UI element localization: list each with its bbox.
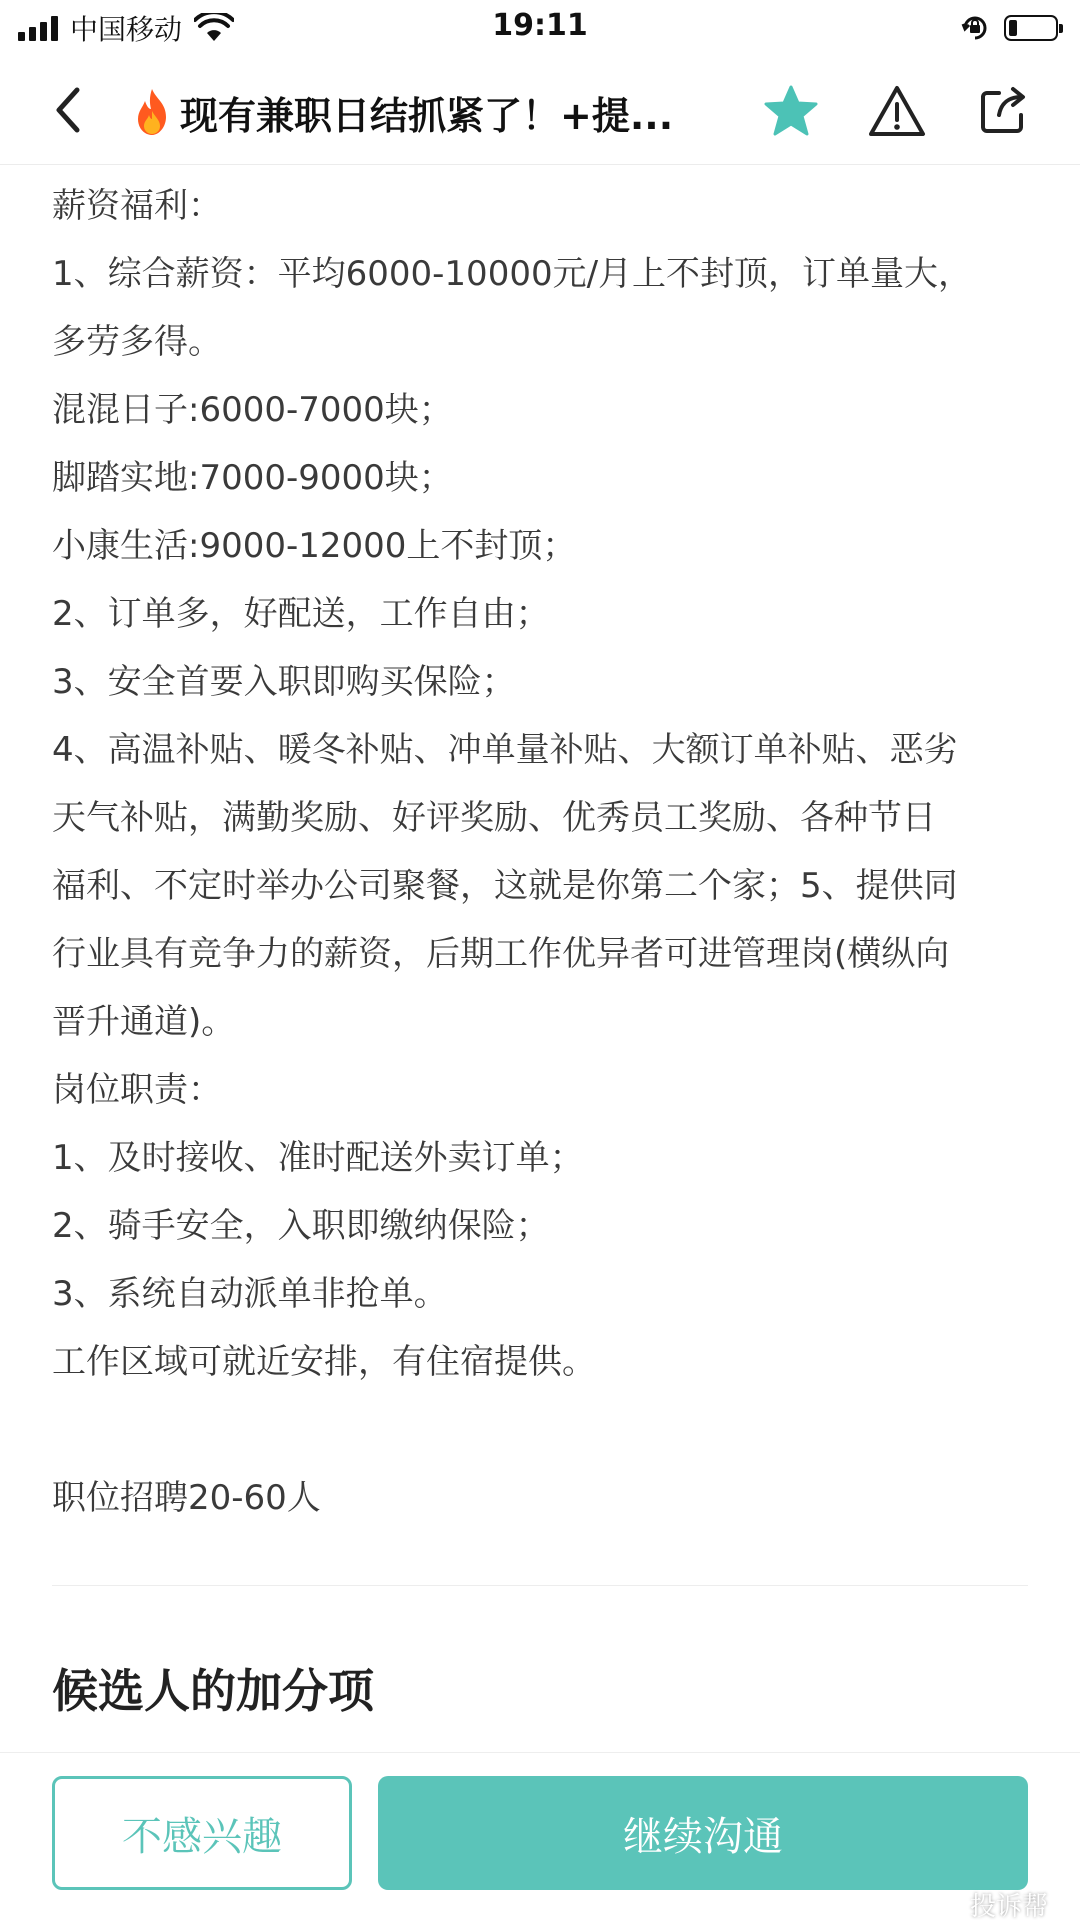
warning-icon: [867, 84, 927, 138]
description-line: 工作区域可就近安排，有住宿提供。: [52, 1342, 596, 1382]
battery-level: [1009, 20, 1017, 36]
continue-chat-button[interactable]: 继续沟通: [378, 1776, 1028, 1890]
description-line: 混混日子:6000-7000块；: [52, 390, 453, 430]
section-divider: [52, 1585, 1028, 1586]
nav-actions: [760, 80, 1034, 142]
description-line: 2、订单多，好配送，工作自由；: [52, 594, 550, 634]
description-line: 多劳多得。: [52, 322, 222, 362]
wechat-icon: [922, 1889, 962, 1920]
job-description: [52, 172, 1032, 1532]
report-button[interactable]: [866, 80, 928, 142]
description-line: 天气补贴，满勤奖励、好评奖励、优秀员工奖励、各种节日: [52, 798, 936, 838]
not-interested-button[interactable]: 不感兴趣: [52, 1776, 352, 1890]
description-line: 3、系统自动派单非抢单。: [52, 1274, 448, 1314]
battery-icon: [1004, 15, 1058, 41]
favorite-button[interactable]: [760, 80, 822, 142]
bottom-action-bar: [0, 1752, 1080, 1920]
fire-icon: [130, 87, 174, 137]
description-line: 3、安全首要入职即购买保险；: [52, 662, 516, 702]
description-line: 小康生活:9000-12000上不封顶；: [52, 526, 577, 566]
description-line: 2、骑手安全，入职即缴纳保险；: [52, 1206, 550, 1246]
description-line: 脚踏实地:7000-9000块；: [52, 458, 453, 498]
page-title-text: 现有兼职日结抓紧了！+提...: [180, 93, 674, 138]
description-line: 1、及时接收、准时配送外卖订单；: [52, 1138, 584, 1178]
page-title: [130, 84, 730, 140]
description-line: 4、高温补贴、暖冬补贴、冲单量补贴、大额订单补贴、恶劣: [52, 730, 958, 770]
section-heading: 候选人的加分项: [52, 1664, 374, 1718]
spacer: [52, 1396, 1032, 1464]
back-button[interactable]: [40, 82, 96, 138]
share-button[interactable]: [972, 80, 1034, 142]
description-line: 晋升通道)。: [52, 1002, 236, 1042]
rotation-lock-icon: [960, 13, 990, 43]
description-line: 福利、不定时举办公司聚餐，这就是你第二个家；5、提供同: [52, 866, 958, 906]
carrier-name: 中国移动: [70, 13, 183, 46]
nav-bar: [0, 58, 1080, 165]
star-icon: [763, 84, 819, 138]
status-bar: [0, 0, 1080, 56]
description-line: 岗位职责：: [52, 1070, 222, 1110]
back-chevron-icon: [51, 86, 85, 134]
share-icon: [977, 85, 1029, 137]
description-line: 行业具有竞争力的薪资，后期工作优异者可进管理岗(横纵向: [52, 934, 950, 974]
status-right: [960, 10, 1058, 46]
description-line: 薪资福利：: [52, 186, 222, 226]
description-line: 1、综合薪资：平均6000-10000元/月上不封顶，订单量大，: [52, 254, 973, 294]
watermark: [922, 1886, 1048, 1920]
watermark-text: 投诉帮: [969, 1892, 1048, 1920]
recruit-count: 职位招聘20-60人: [52, 1478, 321, 1518]
status-time: 19:11: [492, 8, 588, 43]
